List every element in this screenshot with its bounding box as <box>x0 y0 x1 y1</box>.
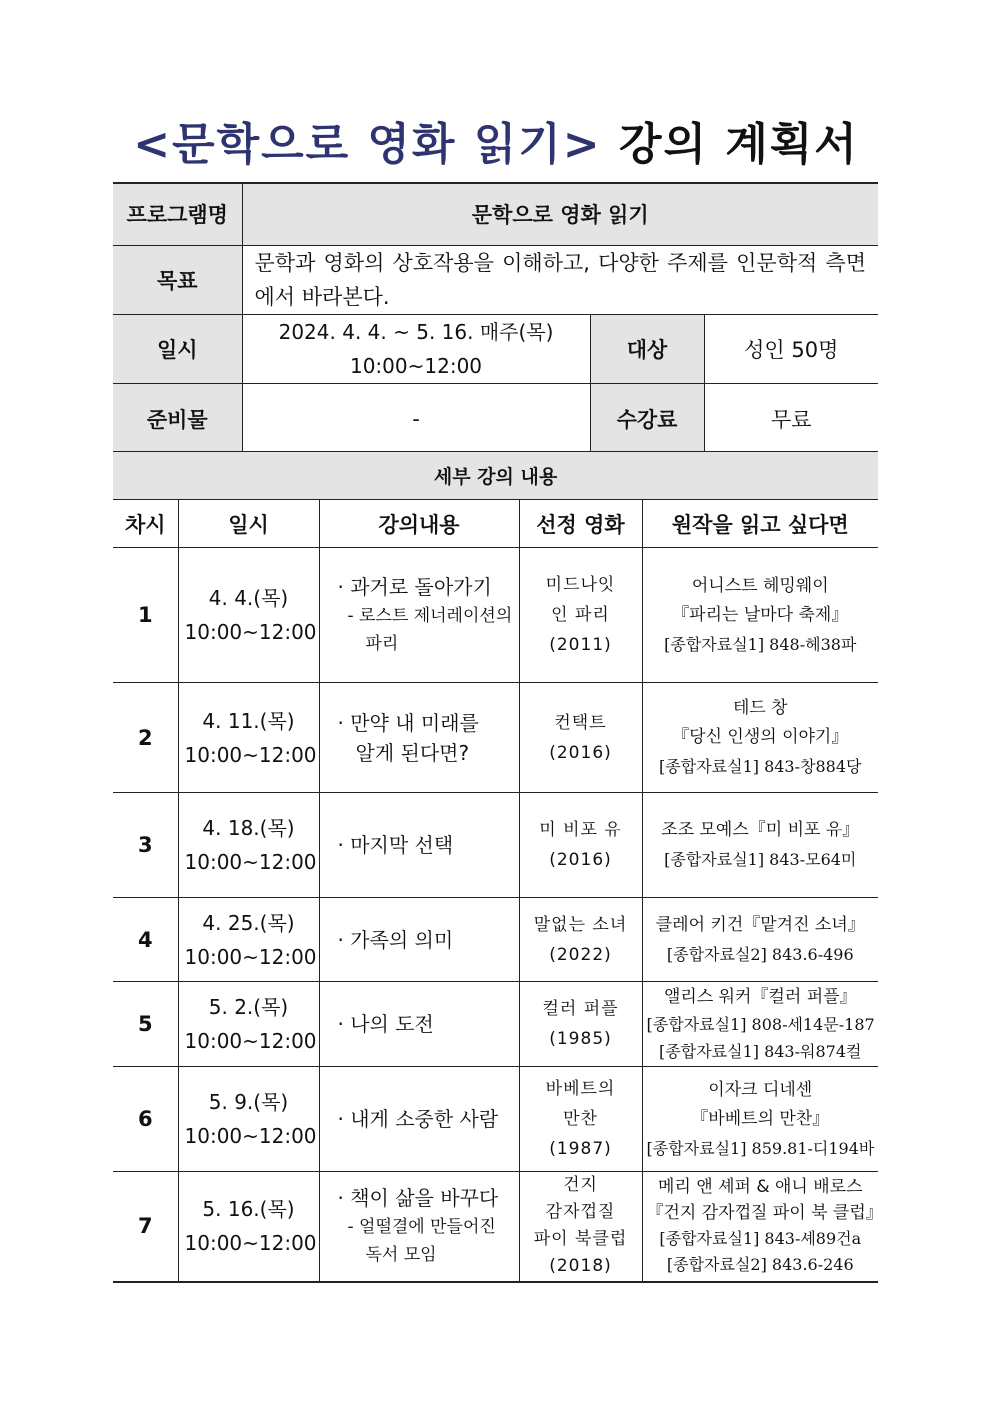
fee-label: 수강료 <box>590 383 704 455</box>
book-title: 『바베트의 만찬』 <box>691 1108 830 1129</box>
book-author-title: 앨리스 워커『컬러 퍼플』 <box>663 986 857 1007</box>
page-title <box>0 108 992 172</box>
movie-year: (1987) <box>549 1139 612 1159</box>
call-number: [종합자료실1] 859.81-디194바 <box>646 1138 875 1158</box>
goal-value: 문학과 영화의 상호작용을 이해하고, 다양한 주제를 인문학적 측면에서 바라본다. <box>242 245 878 314</box>
table-row <box>113 683 878 793</box>
book-author: 메리 앤 셰퍼 & 애니 배로스 <box>658 1177 863 1198</box>
movie-year: (2016) <box>549 850 612 870</box>
target-value: 성인 50명 <box>704 314 878 383</box>
book-cell <box>642 1067 878 1172</box>
movie-title: 건지 <box>563 1175 598 1196</box>
section-title-row <box>113 452 878 500</box>
lecture-main: · 과거로 돌아가기 <box>337 575 492 599</box>
movie-title: 미 비포 유 <box>539 820 622 840</box>
session-date <box>178 898 319 982</box>
session-date <box>178 982 319 1067</box>
book-author: 테드 창 <box>732 698 788 718</box>
book-author-title: 조조 모예스『미 비포 유』 <box>661 820 860 840</box>
session-date <box>178 793 319 898</box>
movie-cell <box>519 548 642 683</box>
header-session: 차시 <box>113 500 178 548</box>
session-date <box>178 1067 319 1172</box>
goal-row <box>113 245 878 314</box>
lecture-main: · 가족의 의미 <box>337 927 454 952</box>
schedule-line2: 10:00~12:00 <box>349 353 483 378</box>
date-text: 4. 25.(목) <box>202 910 295 935</box>
header-date: 일시 <box>178 500 319 548</box>
movie-cell <box>519 982 642 1067</box>
call-number: [종합자료실1] 808-세14문-187 <box>646 1014 875 1034</box>
session-number: 1 <box>113 548 178 683</box>
materials-row <box>113 383 878 455</box>
table-row <box>113 982 878 1067</box>
program-value: 문학으로 영화 읽기 <box>242 183 878 245</box>
time-text: 10:00~12:00 <box>184 1029 317 1053</box>
lecture-main: · 내게 소중한 사람 <box>337 1107 499 1131</box>
goal-label: 목표 <box>113 245 242 314</box>
title-rest: 강의 계획서 <box>618 119 859 170</box>
time-text: 10:00~12:00 <box>184 1231 317 1256</box>
schedule-line1: 2024. 4. 4. ~ 5. 16. 매주(목) <box>278 319 554 344</box>
table-row <box>113 1067 878 1172</box>
lecture-sub: - 얼떨결에 만들어진 <box>347 1217 496 1238</box>
movie-title: 인 파리 <box>551 605 610 625</box>
lecture-sub: 파리 <box>365 634 399 654</box>
lecture-sub: - 로스트 제너레이션의 <box>347 606 513 626</box>
movie-title: 컬러 퍼플 <box>542 999 619 1019</box>
section-title: 세부 강의 내용 <box>113 452 878 500</box>
movie-title: 말없는 소녀 <box>533 914 628 935</box>
lecture-content <box>319 1172 519 1282</box>
book-title: 『당신 인생의 이야기』 <box>672 727 849 747</box>
header-row <box>113 500 878 548</box>
lecture-main: · 책이 삶을 바꾸다 <box>337 1186 499 1211</box>
movie-title: 감자껍질 <box>545 1202 616 1223</box>
call-number: [종합자료실1] 843-셰89건a <box>659 1229 862 1249</box>
header-book: 원작을 읽고 싶다면 <box>642 500 878 548</box>
lecture-main: · 만약 내 미래를 <box>337 710 479 735</box>
lecture-content <box>319 548 519 683</box>
schedule-row <box>113 314 878 383</box>
book-author-title: 클레어 키건『맡겨진 소녀』 <box>655 914 865 935</box>
lecture-main: 알게 된다면? <box>355 740 470 765</box>
session-date <box>178 683 319 793</box>
schedule-label: 일시 <box>113 314 242 383</box>
book-author: 어니스트 헤밍웨이 <box>691 575 829 596</box>
session-number: 2 <box>113 683 178 793</box>
call-number: [종합자료실1] 848-헤38파 <box>664 634 857 654</box>
movie-cell <box>519 793 642 898</box>
table-row <box>113 898 878 982</box>
movie-year: (2011) <box>549 635 612 655</box>
session-date <box>178 548 319 683</box>
call-number: [종합자료실1] 843-워874컬 <box>659 1041 862 1061</box>
lecture-content <box>319 898 519 982</box>
header-content: 강의내용 <box>319 500 519 548</box>
movie-cell <box>519 898 642 982</box>
lecture-content <box>319 793 519 898</box>
table-row <box>113 548 878 683</box>
table-row <box>113 793 878 898</box>
lecture-content <box>319 1067 519 1172</box>
materials-label: 준비물 <box>113 383 242 455</box>
date-text: 5. 16.(목) <box>202 1197 295 1222</box>
book-cell <box>642 683 878 793</box>
materials-value: - <box>242 383 590 455</box>
movie-title: 바베트의 <box>545 1079 616 1099</box>
target-label: 대상 <box>590 314 704 383</box>
time-text: 10:00~12:00 <box>184 620 317 644</box>
session-number: 3 <box>113 793 178 898</box>
fee-value: 무료 <box>704 383 878 455</box>
movie-cell <box>519 1172 642 1282</box>
title-accent: <문학으로 영화 읽기> <box>133 119 602 170</box>
book-cell <box>642 1172 883 1282</box>
date-text: 4. 18.(목) <box>202 816 295 840</box>
lecture-content <box>319 683 519 793</box>
lecture-main: · 나의 도전 <box>337 1012 434 1036</box>
movie-year: (2018) <box>549 1256 612 1277</box>
date-text: 4. 4.(목) <box>208 586 289 610</box>
movie-title: 파이 북클럽 <box>533 1229 628 1250</box>
movie-title: 컨택트 <box>554 712 607 733</box>
time-text: 10:00~12:00 <box>184 1124 317 1148</box>
movie-cell <box>519 1067 642 1172</box>
lecture-detail-table <box>113 451 883 1283</box>
book-title: 『파리는 날마다 축제』 <box>672 604 849 625</box>
header-movie: 선정 영화 <box>519 500 642 548</box>
call-number: [종합자료실2] 843.6-246 <box>666 1255 854 1275</box>
program-info-table <box>113 182 878 456</box>
call-number: [종합자료실1] 843-창884당 <box>659 757 862 776</box>
call-number: [종합자료실1] 843-모64미 <box>664 850 857 869</box>
time-text: 10:00~12:00 <box>184 850 317 874</box>
session-number: 6 <box>113 1067 178 1172</box>
date-text: 4. 11.(목) <box>202 708 295 733</box>
schedule-value <box>242 314 590 383</box>
session-date <box>178 1172 319 1282</box>
movie-cell <box>519 683 642 793</box>
book-cell <box>642 898 878 982</box>
table-row <box>113 1172 878 1282</box>
program-label: 프로그램명 <box>113 183 242 245</box>
time-text: 10:00~12:00 <box>184 944 317 969</box>
lecture-sub: 독서 모임 <box>365 1245 437 1266</box>
date-text: 5. 2.(목) <box>208 995 289 1019</box>
time-text: 10:00~12:00 <box>184 742 317 767</box>
book-cell <box>642 793 878 898</box>
lecture-content <box>319 982 519 1067</box>
book-cell <box>642 982 878 1067</box>
session-number: 7 <box>113 1172 178 1282</box>
book-cell <box>642 548 878 683</box>
movie-year: (1985) <box>549 1029 612 1049</box>
call-number: [종합자료실2] 843.6-496 <box>666 944 854 964</box>
movie-title: 만찬 <box>563 1109 598 1129</box>
movie-year: (2016) <box>549 742 612 763</box>
book-author: 이자크 디네센 <box>708 1079 813 1100</box>
date-text: 5. 9.(목) <box>208 1090 289 1114</box>
movie-year: (2022) <box>549 944 612 965</box>
program-row <box>113 183 878 245</box>
movie-title: 미드나잇 <box>545 575 616 595</box>
session-number: 5 <box>113 982 178 1067</box>
session-number: 4 <box>113 898 178 982</box>
book-title: 『건지 감자껍질 파이 북 클럽』 <box>646 1203 883 1224</box>
lecture-main: · 마지막 선택 <box>337 833 454 857</box>
